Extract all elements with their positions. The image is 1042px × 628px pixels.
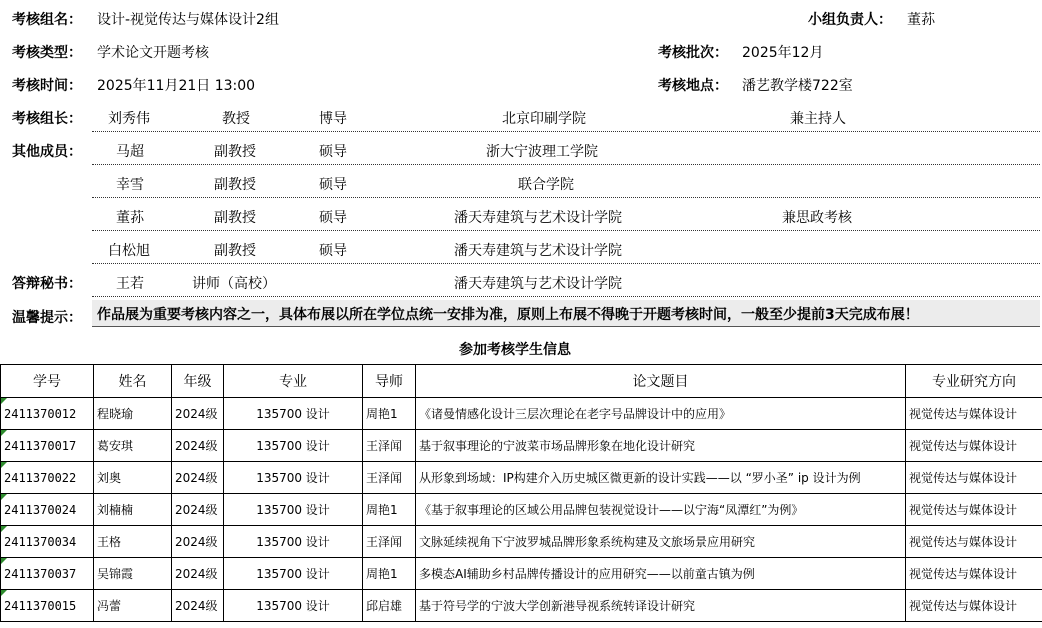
student-name[interactable]: 葛安琪 (94, 430, 172, 462)
table-header-row (1, 365, 1042, 398)
member-note: 兼思政考核 (782, 210, 852, 226)
student-major[interactable]: 135700 设计 (224, 526, 363, 558)
students-section-title: 参加考核学生信息 (459, 342, 571, 358)
col-header-id: 学号 (1, 365, 94, 398)
student-advisor[interactable]: 邱启雄 (363, 590, 416, 622)
research-direction[interactable]: 视觉传达与媒体设计 (906, 494, 1042, 526)
research-direction[interactable]: 视觉传达与媒体设计 (906, 590, 1042, 622)
student-grade[interactable]: 2024级 (172, 526, 224, 558)
table-row (1, 430, 1042, 462)
thesis-title[interactable]: 《基于叙事理论的区域公用品牌包装视觉设计——以宁海“凤潭红”为例》 (416, 494, 906, 526)
member-tutor: 硕导 (319, 144, 347, 160)
member-title: 副教授 (214, 177, 256, 193)
thesis-title[interactable]: 从形象到场域：IP构建介入历史城区微更新的设计实践——以 “罗小圣” ip 设计为例 (416, 462, 906, 494)
thesis-title[interactable]: 多模态AI辅助乡村品牌传播设计的应用研究——以前童古镇为例 (416, 558, 906, 590)
student-id[interactable]: 2411370017 (1, 430, 94, 462)
member-note: 兼主持人 (790, 111, 846, 127)
student-id[interactable]: 2411370012 (1, 398, 94, 430)
table-row (1, 526, 1042, 558)
member-title: 教授 (222, 111, 250, 127)
col-header-grade: 年级 (172, 365, 224, 398)
assessment-batch: 2025年12月 (742, 45, 824, 61)
tip-label: 温馨提示： (12, 310, 82, 326)
member-unit: 北京印刷学院 (502, 111, 586, 127)
table-row (1, 558, 1042, 590)
member-name: 刘秀伟 (108, 111, 150, 127)
student-name[interactable]: 刘奥 (94, 462, 172, 494)
student-id[interactable]: 2411370037 (1, 558, 94, 590)
student-id[interactable]: 2411370034 (1, 526, 94, 558)
student-name[interactable]: 刘楠楠 (94, 494, 172, 526)
group-name-label: 考核组名： (12, 12, 82, 28)
member-title: 副教授 (214, 144, 256, 160)
chair-label: 考核组长： (12, 111, 82, 127)
student-major[interactable]: 135700 设计 (224, 398, 363, 430)
table-row (1, 494, 1042, 526)
student-advisor[interactable]: 王泽闻 (363, 526, 416, 558)
research-direction[interactable]: 视觉传达与媒体设计 (906, 398, 1042, 430)
student-major[interactable]: 135700 设计 (224, 430, 363, 462)
thesis-title[interactable]: 文脉延续视角下宁波罗城品牌形象系统构建及文旅场景应用研究 (416, 526, 906, 558)
leader-name: 董荪 (907, 12, 935, 28)
time-label: 考核时间： (12, 78, 82, 94)
member-unit: 潘天寿建筑与艺术设计学院 (454, 210, 622, 226)
member-name: 董荪 (116, 210, 144, 226)
research-direction[interactable]: 视觉传达与媒体设计 (906, 430, 1042, 462)
group-name: 设计-视觉传达与媒体设计2组 (97, 12, 279, 28)
student-name[interactable]: 吴锦霞 (94, 558, 172, 590)
student-grade[interactable]: 2024级 (172, 558, 224, 590)
student-id[interactable]: 2411370015 (1, 590, 94, 622)
thesis-title[interactable]: 《诸曼情感化设计三层次理论在老字号品牌设计中的应用》 (416, 398, 906, 430)
place-label: 考核地点： (658, 78, 728, 94)
student-major[interactable]: 135700 设计 (224, 494, 363, 526)
student-advisor[interactable]: 周艳1 (363, 398, 416, 430)
student-major[interactable]: 135700 设计 (224, 462, 363, 494)
tip-box (92, 300, 1040, 327)
student-id[interactable]: 2411370022 (1, 462, 94, 494)
member-name: 幸雪 (116, 177, 144, 193)
student-name[interactable]: 王格 (94, 526, 172, 558)
batch-label: 考核批次： (658, 45, 728, 61)
member-name: 王若 (116, 276, 144, 292)
member-unit: 潘天寿建筑与艺术设计学院 (454, 276, 622, 292)
others-label: 其他成员： (12, 144, 82, 160)
member-tutor: 博导 (319, 111, 347, 127)
table-row (1, 398, 1042, 430)
leader-label: 小组负责人： (808, 12, 892, 28)
student-name[interactable]: 冯蕾 (94, 590, 172, 622)
table-row (1, 462, 1042, 494)
student-id[interactable]: 2411370024 (1, 494, 94, 526)
divider (92, 164, 1040, 165)
col-header-title: 论文题目 (416, 365, 906, 398)
student-advisor[interactable]: 王泽闻 (363, 430, 416, 462)
student-advisor[interactable]: 周艳1 (363, 558, 416, 590)
divider (92, 296, 1040, 297)
student-name[interactable]: 程晓瑜 (94, 398, 172, 430)
member-title: 讲师（高校） (192, 276, 276, 292)
member-name: 白松旭 (108, 243, 150, 259)
member-unit: 潘天寿建筑与艺术设计学院 (454, 243, 622, 259)
col-header-major: 专业 (224, 365, 363, 398)
student-grade[interactable]: 2024级 (172, 494, 224, 526)
student-major[interactable]: 135700 设计 (224, 590, 363, 622)
assessment-time: 2025年11月21日 13:00 (97, 78, 256, 94)
research-direction[interactable]: 视觉传达与媒体设计 (906, 558, 1042, 590)
member-name: 马超 (116, 144, 144, 160)
research-direction[interactable]: 视觉传达与媒体设计 (906, 462, 1042, 494)
thesis-title[interactable]: 基于符号学的宁波大学创新港导视系统转译设计研究 (416, 590, 906, 622)
col-header-name: 姓名 (94, 365, 172, 398)
member-unit: 浙大宁波理工学院 (486, 144, 598, 160)
member-unit: 联合学院 (518, 177, 574, 193)
type-label: 考核类型： (12, 45, 82, 61)
student-grade[interactable]: 2024级 (172, 590, 224, 622)
student-grade[interactable]: 2024级 (172, 430, 224, 462)
secretary-label: 答辩秘书： (12, 276, 82, 292)
member-title: 副教授 (214, 243, 256, 259)
assessment-place: 潘艺教学楼722室 (742, 78, 853, 94)
member-tutor: 硕导 (319, 177, 347, 193)
divider (92, 263, 1040, 264)
student-major[interactable]: 135700 设计 (224, 558, 363, 590)
member-tutor: 硕导 (319, 243, 347, 259)
research-direction[interactable]: 视觉传达与媒体设计 (906, 526, 1042, 558)
member-title: 副教授 (214, 210, 256, 226)
divider (92, 230, 1040, 231)
divider (92, 197, 1040, 198)
member-tutor: 硕导 (319, 210, 347, 226)
col-header-advisor: 导师 (363, 365, 416, 398)
student-grade[interactable]: 2024级 (172, 462, 224, 494)
tip-text: 作品展为重要考核内容之一，具体布展以所在学位点统一安排为准，原则上布展不得晚于开题考核时间，一般至少提前3天完成布展！ (97, 307, 919, 323)
divider (92, 131, 1040, 132)
thesis-title[interactable]: 基于叙事理论的宁波菜市场品牌形象在地化设计研究 (416, 430, 906, 462)
table-row (1, 590, 1042, 622)
student-advisor[interactable]: 王泽闻 (363, 462, 416, 494)
assessment-type: 学术论文开题考核 (97, 45, 209, 61)
students-table (0, 364, 1042, 622)
student-grade[interactable]: 2024级 (172, 398, 224, 430)
col-header-direction: 专业研究方向 (906, 365, 1042, 398)
student-advisor[interactable]: 周艳1 (363, 494, 416, 526)
